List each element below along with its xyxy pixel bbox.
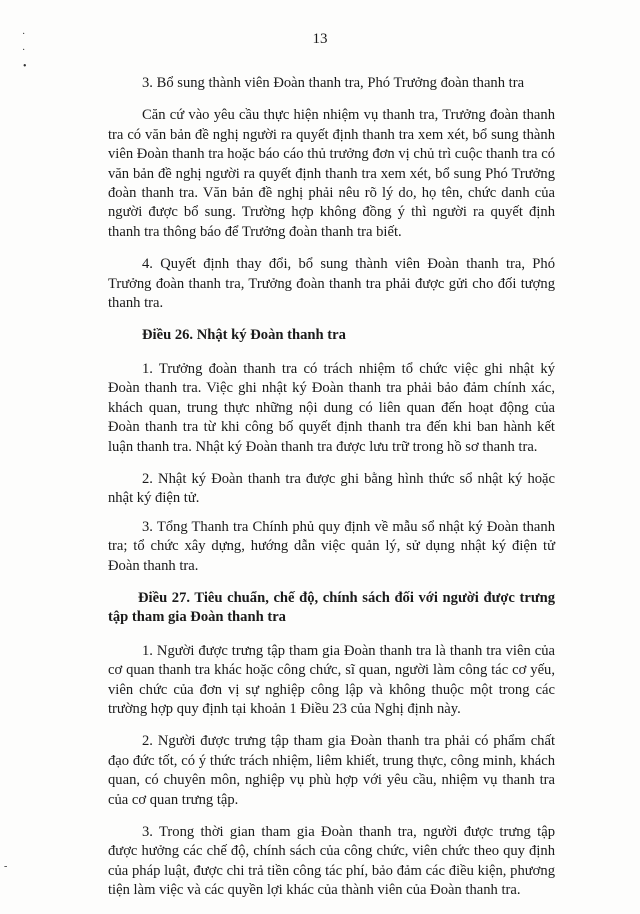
document-body	[108, 74, 555, 914]
paragraph: 3. Tổng Thanh tra Chính phủ quy định về mẫu sổ nhật ký Đoàn thanh tra; tổ chức xây dựng, hướng dẫn việc quản lý, sử dụng nhật ký điện tử Đoàn thanh tra.	[108, 518, 555, 574]
article-26-heading: Điều 26. Nhật ký Đoàn thanh tra	[142, 327, 346, 344]
scan-mark: ·	[22, 45, 26, 56]
scan-mark: -	[4, 861, 8, 872]
paragraph: 3. Trong thời gian tham gia Đoàn thanh tra, người được trưng tập được hưởng các chế độ, chính sách của công chức, viên chức theo quy định của pháp luật, được chi trả tiền công tác phí, bảo đảm các điều kiện, phương tiện làm việc và các quyền lợi khác của thành viên của Đoàn thanh tra.	[108, 824, 555, 899]
scan-mark: •	[23, 61, 27, 72]
scan-mark: ·	[22, 29, 26, 40]
article-27-heading: Điều 27. Tiêu chuẩn, chế độ, chính sách đối với người được trưng tập tham gia Đoàn thanh tra	[108, 589, 555, 626]
paragraph: 3. Bổ sung thành viên Đoàn thanh tra, Phó Trưởng đoàn thanh tra	[142, 75, 525, 91]
paragraph: 1. Trưởng đoàn thanh tra có trách nhiệm tổ chức việc ghi nhật ký Đoàn thanh tra. Việc ghi nhật ký Đoàn thanh tra phải bảo đảm chính xác, khách quan, trung thực những nội dung có liên quan đến hoạt động của Đoàn thanh tra từ khi công bố quyết định thanh tra đến khi ban hành kết luận thanh tra. Nhật ký Đoàn thanh tra được lưu trữ trong hồ sơ thanh tra.	[108, 360, 555, 455]
paragraph: Căn cứ vào yêu cầu thực hiện nhiệm vụ thanh tra, Trưởng đoàn thanh tra có văn bản đề nghị người ra quyết định thanh tra xem xét, bổ sung thành viên Đoàn thanh tra hoặc báo cáo thủ trưởng đơn vị chủ trì cuộc thanh tra có văn bản đề nghị người ra quyết định thanh tra xem xét, bổ sung Phó Trưởng đoàn thanh tra. Văn bản đề nghị phải nêu rõ lý do, họ tên, chức danh của người được bổ sung. Trường hợp không đồng ý thì người ra quyết định thanh tra thông báo để Trưởng đoàn thanh tra biết.	[108, 107, 555, 240]
paragraph: 2. Nhật ký Đoàn thanh tra được ghi bằng hình thức sổ nhật ký hoặc nhật ký điện tử.	[108, 470, 555, 507]
page-number: 13	[312, 31, 328, 47]
paragraph: 2. Người được trưng tập tham gia Đoàn thanh tra phải có phẩm chất đạo đức tốt, có ý thức trách nhiệm, liêm khiết, trung thực, công minh, khách quan, có chuyên môn, nghiệp vụ phù hợp với yêu cầu, nhiệm vụ thanh tra của cơ quan trưng tập.	[108, 733, 555, 808]
paragraph: 1. Người được trưng tập tham gia Đoàn thanh tra là thanh tra viên của cơ quan thanh tra khác hoặc công chức, sĩ quan, người làm công tác cơ yếu, viên chức của đơn vị sự nghiệp công lập và không thuộc một trong các trường hợp quy định tại khoản 1 Điều 23 của Nghị định này.	[108, 642, 555, 717]
paragraph: 4. Quyết định thay đổi, bổ sung thành viên Đoàn thanh tra, Phó Trưởng đoàn thanh tra, Trưởng đoàn thanh tra phải được gửi cho đối tượng thanh tra.	[108, 256, 555, 312]
